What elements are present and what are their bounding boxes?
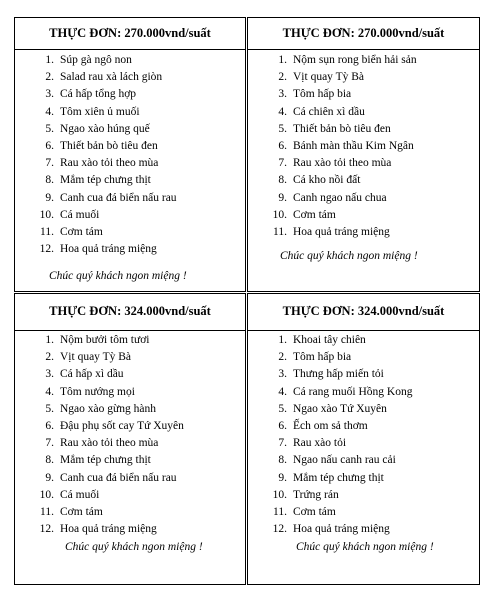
- menu-item: [35, 332, 184, 349]
- menu-item: [35, 366, 184, 383]
- menu-item: [35, 190, 177, 207]
- menu-item: [35, 521, 184, 538]
- menu-item: [35, 401, 184, 418]
- menu-item-text: Cơm tám: [293, 505, 336, 518]
- menu-item-number: 12.: [39, 243, 54, 256]
- menu-item-text: Canh ngao nấu chua: [293, 191, 387, 204]
- menu-item-number: 3.: [278, 368, 287, 381]
- menu-item: [268, 401, 412, 418]
- menu-item: [268, 332, 412, 349]
- closing-note: Chúc quý khách ngon miệng !: [49, 270, 187, 282]
- menu-item: [35, 69, 177, 86]
- menu-item-number: 10.: [272, 488, 287, 501]
- menu-item-number: 1.: [278, 54, 287, 66]
- menu-item-text: Cơm tám: [60, 505, 103, 518]
- menu-item-number: 8.: [45, 174, 54, 187]
- menu-item: [35, 384, 184, 401]
- menu-item-text: Cá hấp tổng hợp: [60, 88, 137, 101]
- menu-item-number: 6.: [278, 419, 287, 432]
- menu-item: [268, 366, 412, 383]
- menu-item: [268, 418, 412, 435]
- menu-item: [35, 121, 177, 138]
- menu-item-number: 1.: [45, 54, 54, 66]
- menu-item: [35, 452, 184, 469]
- menu-item-text: Cá kho nồi đất: [293, 174, 361, 187]
- menu-item-number: 5.: [278, 402, 287, 415]
- menu-item-text: Tôm hấp bia: [293, 88, 352, 101]
- menu-item: [35, 172, 177, 189]
- menu-item-number: 5.: [45, 402, 54, 415]
- menu-item-list: [35, 332, 184, 538]
- menu-item-text: Hoa quả tráng miệng: [293, 523, 390, 536]
- menu-item-text: Cá rang muối Hồng Kong: [293, 385, 413, 398]
- closing-note: Chúc quý khách ngon miệng !: [65, 541, 203, 553]
- menu-item-text: Salad rau xà lách giòn: [60, 71, 163, 84]
- menu-item: [268, 155, 417, 172]
- menu-item-number: 3.: [45, 368, 54, 381]
- menu-item-number: 7.: [45, 157, 54, 170]
- menu-item: [35, 418, 184, 435]
- menu-item-number: 9.: [45, 471, 54, 484]
- menu-item: [268, 504, 412, 521]
- menu-item: [35, 504, 184, 521]
- menu-item-number: 10.: [39, 208, 54, 221]
- menu-item-text: Súp gà ngô non: [60, 54, 132, 66]
- menu-item-number: 11.: [40, 505, 54, 518]
- menu-item: [268, 452, 412, 469]
- menu-item-text: Hoa quả tráng miệng: [60, 523, 157, 536]
- menu-item: [268, 435, 412, 452]
- menu-item-list: [268, 52, 417, 241]
- menu-item-text: Cá hấp xì dầu: [60, 368, 124, 381]
- menu-item-text: Cá muối: [60, 488, 100, 501]
- menu-item-text: Tôm nướng mọi: [60, 385, 135, 398]
- menu-item: [268, 384, 412, 401]
- menu-header: THỰC ĐƠN: 270.000vnd/suất: [248, 18, 479, 50]
- menu-item-text: Cá muối: [60, 208, 100, 221]
- menu-item-number: 11.: [273, 225, 287, 238]
- menu-item-number: 8.: [278, 454, 287, 467]
- menu-item: [268, 487, 412, 504]
- menu-item-number: 2.: [278, 351, 287, 364]
- menu-item-number: 12.: [39, 523, 54, 536]
- menu-item-number: 6.: [45, 139, 54, 152]
- menu-item: [35, 470, 184, 487]
- menu-item-number: 7.: [278, 437, 287, 450]
- menu-item-number: 8.: [45, 454, 54, 467]
- menu-item-text: Mắm tép chưng thịt: [60, 174, 151, 187]
- menu-item-number: 6.: [278, 139, 287, 152]
- menu-item: [35, 435, 184, 452]
- menu-item: [35, 52, 177, 69]
- menu-item: [268, 52, 417, 69]
- menu-item-text: Rau xào tỏi theo mùa: [293, 157, 392, 170]
- menu-item-number: 4.: [45, 385, 54, 398]
- menu-item-text: Mắm tép chưng thịt: [293, 471, 384, 484]
- menu-item-text: Canh cua đá biển nấu rau: [60, 191, 177, 204]
- menu-item-list: [268, 332, 412, 538]
- menu-item-number: 7.: [45, 437, 54, 450]
- menu-item-text: Đậu phụ sốt cay Tứ Xuyên: [60, 419, 184, 432]
- menu-item-text: Mắm tép chưng thịt: [60, 454, 151, 467]
- menu-item-number: 4.: [45, 105, 54, 118]
- menu-header: THỰC ĐƠN: 324.000vnd/suất: [15, 294, 245, 331]
- menu-item-number: 6.: [45, 419, 54, 432]
- menu-box: [247, 293, 480, 585]
- menu-box: [14, 17, 246, 292]
- menu-item-text: Rau xào tỏi: [293, 437, 347, 450]
- menu-item: [268, 104, 417, 121]
- menu-item: [268, 224, 417, 241]
- menu-item-text: Rau xào tỏi theo mùa: [60, 437, 159, 450]
- menu-item-number: 3.: [278, 88, 287, 101]
- menu-item: [35, 224, 177, 241]
- menu-header: THỰC ĐƠN: 324.000vnd/suất: [248, 294, 479, 331]
- menu-item: [35, 138, 177, 155]
- menu-item-text: Ngao nấu canh rau cải: [293, 454, 396, 467]
- menu-item-text: Trứng rán: [293, 488, 339, 501]
- menu-box: [247, 17, 480, 292]
- menu-item-number: 10.: [39, 488, 54, 501]
- menu-item-number: 3.: [45, 88, 54, 101]
- menu-item: [268, 470, 412, 487]
- menu-item-number: 9.: [278, 471, 287, 484]
- menu-item: [268, 138, 417, 155]
- menu-item-number: 4.: [278, 385, 287, 398]
- menu-item-text: Thiết bản bò tiêu đen: [60, 139, 158, 152]
- menu-item-text: Thiết bản bò tiêu đen: [293, 122, 391, 135]
- menu-item-number: 11.: [273, 505, 287, 518]
- menu-item: [35, 207, 177, 224]
- menu-item-text: Cơm tám: [293, 208, 336, 221]
- menu-item-number: 7.: [278, 157, 287, 170]
- menu-item-number: 2.: [45, 71, 54, 84]
- menu-item-number: 8.: [278, 174, 287, 187]
- menu-item-number: 12.: [272, 523, 287, 536]
- menu-item-text: Tôm hấp bia: [293, 351, 352, 364]
- menu-item-text: Ngao xào húng quế: [60, 122, 150, 135]
- menu-item-number: 2.: [45, 351, 54, 364]
- menu-item-text: Thưng hấp miến tỏi: [293, 368, 384, 381]
- menu-item-list: [35, 52, 177, 258]
- menu-item-number: 4.: [278, 105, 287, 118]
- menu-item-text: Nộm sụn rong biển hải sản: [293, 54, 417, 66]
- menu-item-text: Ếch om sả thơm: [293, 419, 368, 432]
- menu-header: THỰC ĐƠN: 270.000vnd/suất: [15, 18, 245, 50]
- closing-note: Chúc quý khách ngon miệng !: [296, 541, 434, 553]
- menu-item-text: Khoai tây chiên: [293, 334, 366, 346]
- menu-item-number: 1.: [278, 334, 287, 346]
- menu-item-text: Nộm bưởi tôm tươi: [60, 334, 150, 346]
- menu-item-text: Ngao xào Tứ Xuyên: [293, 402, 387, 415]
- closing-note: Chúc quý khách ngon miệng !: [280, 250, 418, 262]
- menu-item: [35, 155, 177, 172]
- menu-item-text: Bánh màn thầu Kim Ngân: [293, 139, 414, 152]
- menu-item-text: Cá chiên xì dầu: [293, 105, 365, 118]
- menu-item-text: Vịt quay Tỳ Bà: [293, 71, 365, 84]
- menu-item-number: 11.: [40, 225, 54, 238]
- menu-item-text: Rau xào tỏi theo mùa: [60, 157, 159, 170]
- menu-item-text: Hoa quả tráng miệng: [60, 243, 157, 256]
- menu-item-text: Tôm xiên ủ muối: [60, 105, 140, 118]
- menu-item: [35, 86, 177, 103]
- menu-item-text: Canh cua đá biển nấu rau: [60, 471, 177, 484]
- menu-item: [268, 69, 417, 86]
- menu-item-number: 5.: [278, 122, 287, 135]
- menu-item-text: Hoa quả tráng miệng: [293, 225, 390, 238]
- menu-item-number: 2.: [278, 71, 287, 84]
- menu-item: [268, 190, 417, 207]
- menu-item: [268, 207, 417, 224]
- menu-item: [268, 521, 412, 538]
- menu-box: [14, 293, 246, 585]
- menu-item-text: Ngao xào gừng hành: [60, 402, 156, 415]
- menu-item: [35, 487, 184, 504]
- menu-item: [35, 349, 184, 366]
- menu-item-text: Vịt quay Tỳ Bà: [60, 351, 132, 364]
- menu-item-number: 9.: [278, 191, 287, 204]
- menu-item-number: 1.: [45, 334, 54, 346]
- menu-item-number: 10.: [272, 208, 287, 221]
- menu-item-number: 5.: [45, 122, 54, 135]
- menu-item-number: 9.: [45, 191, 54, 204]
- menu-item: [268, 86, 417, 103]
- menu-item: [35, 104, 177, 121]
- menu-item: [268, 121, 417, 138]
- menu-item: [268, 349, 412, 366]
- menu-item: [268, 172, 417, 189]
- menu-item: [35, 241, 177, 258]
- menu-item-text: Cơm tám: [60, 225, 103, 238]
